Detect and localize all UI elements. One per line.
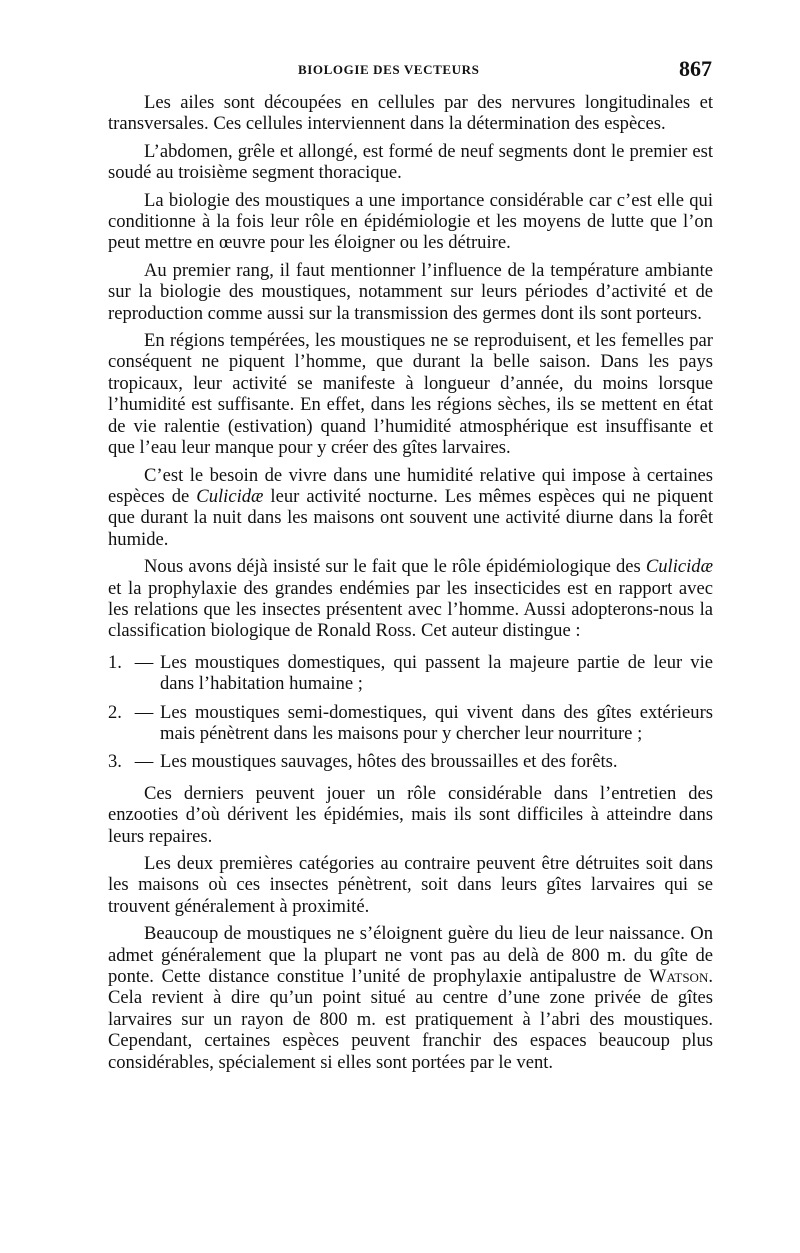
list-item (108, 702, 713, 745)
text-run: C’est le besoin de vivre dans une humidité relative qui impose à certaines espèces de (108, 464, 713, 507)
text-run: et la prophylaxie des grandes endémies par les insecticides est en rapport avec les relations que les insectes présentent avec l’homme. Aussi adopterons-nous la classification biologique de Ronald Ross. Cet auteur distingue : (108, 577, 713, 642)
list-dash: — (134, 751, 154, 773)
list-item (108, 652, 713, 695)
list-item (108, 751, 713, 772)
page-header (108, 56, 712, 86)
text-run: . Cela revient à dire qu’un point situé au centre d’une zone privée de gîtes larvaires sur un rayon de 800 m. est pratiquement à l’abri des moustiques. Cependant, certaines espèces peuvent franchir des espaces beaucoup plus considérables, spécialement si elles sont portées par le vent. (108, 966, 713, 1073)
paragraph: Au premier rang, il faut mentionner l’influence de la température ambiante sur la biologie des moustiques, notamment sur leurs périodes d’activité et de reproduction comme aussi sur la transmission des germes dont ils sont porteurs. (108, 259, 713, 324)
list-number: 3. (108, 751, 122, 773)
list-dash: — (134, 651, 154, 673)
italic-term: Culicidæ (196, 485, 264, 507)
text-run: leur activité nocturne. Les mêmes espèces qui ne piquent que durant la nuit dans les maisons ont souvent une activité diurne dans la forêt humide. (108, 485, 713, 550)
author-name: Watson (648, 966, 709, 988)
body-text (108, 92, 713, 1073)
italic-term: Culicidæ (645, 556, 713, 578)
list-text: Les moustiques semi-domestiques, qui vivent dans des gîtes extérieurs mais pénètrent dans les maisons pour y chercher leur nourriture ; (160, 701, 713, 744)
paragraph: En régions tempérées, les moustiques ne se reproduisent, et les femelles par conséquent ne piquent l’homme, que durant la belle saison. Dans les pays tropicaux, leur activité se manifeste à longueur d’année, du moins lorsque l’humidité est suffisante. En effet, dans les régions sèches, ils se mettent en état de vie ralentie (estivation) quand l’humidité atmosphérique est insuffisante et que l’eau leur manque pour y créer des gîtes larvaires. (108, 330, 713, 459)
page-number: 867 (679, 56, 712, 81)
paragraph: Les deux premières catégories au contraire peuvent être détruites soit dans les maisons où ces insectes pénètrent, soit dans leurs gîtes larvaires qui se trouvent généralement à proximité. (108, 853, 713, 917)
list-dash: — (134, 701, 154, 723)
paragraph: La biologie des moustiques a une importance considérable car c’est elle qui conditionne à la fois leur rôle en épidémiologie et les moyens de lutte que l’on peut mettre en œuvre pour les éloigner ou les détruire. (108, 189, 713, 254)
list-number: 2. (108, 701, 122, 723)
list-number: 1. (108, 651, 122, 673)
list-text: Les moustiques sauvages, hôtes des broussailles et des forêts. (160, 751, 618, 773)
paragraph (108, 923, 713, 1073)
paragraph: Ces derniers peuvent jouer un rôle considérable dans l’entretien des enzooties d’où dérivent les épidémies, mais ils sont difficiles à atteindre dans leurs repaires. (108, 782, 713, 847)
paragraph: L’abdomen, grêle et allongé, est formé de neuf segments dont le premier est soudé au troisième segment thoracique. (108, 140, 713, 184)
text-run: Nous avons déjà insisté sur le fait que le rôle épidémiologique des (144, 556, 646, 578)
list-text: Les moustiques domestiques, qui passent la majeure partie de leur vie dans l’habitation humaine ; (160, 651, 713, 695)
paragraph (108, 465, 713, 551)
text-run: Beaucoup de moustiques ne s’éloignent guère du lieu de leur naissance. On admet généralement que la plupart ne vont pas au delà de 800 m. du gîte de ponte. Cette distance constitue l’unité de prophylaxie antipalustre de (108, 923, 713, 988)
paragraph: Les ailes sont découpées en cellules par des nervures longitudinales et transversales. Ces cellules interviennent dans la détermination des espèces. (108, 92, 713, 135)
paragraph (108, 556, 713, 642)
running-title: BIOLOGIE DES VECTEURS (298, 62, 480, 77)
enumerated-list (108, 652, 713, 773)
